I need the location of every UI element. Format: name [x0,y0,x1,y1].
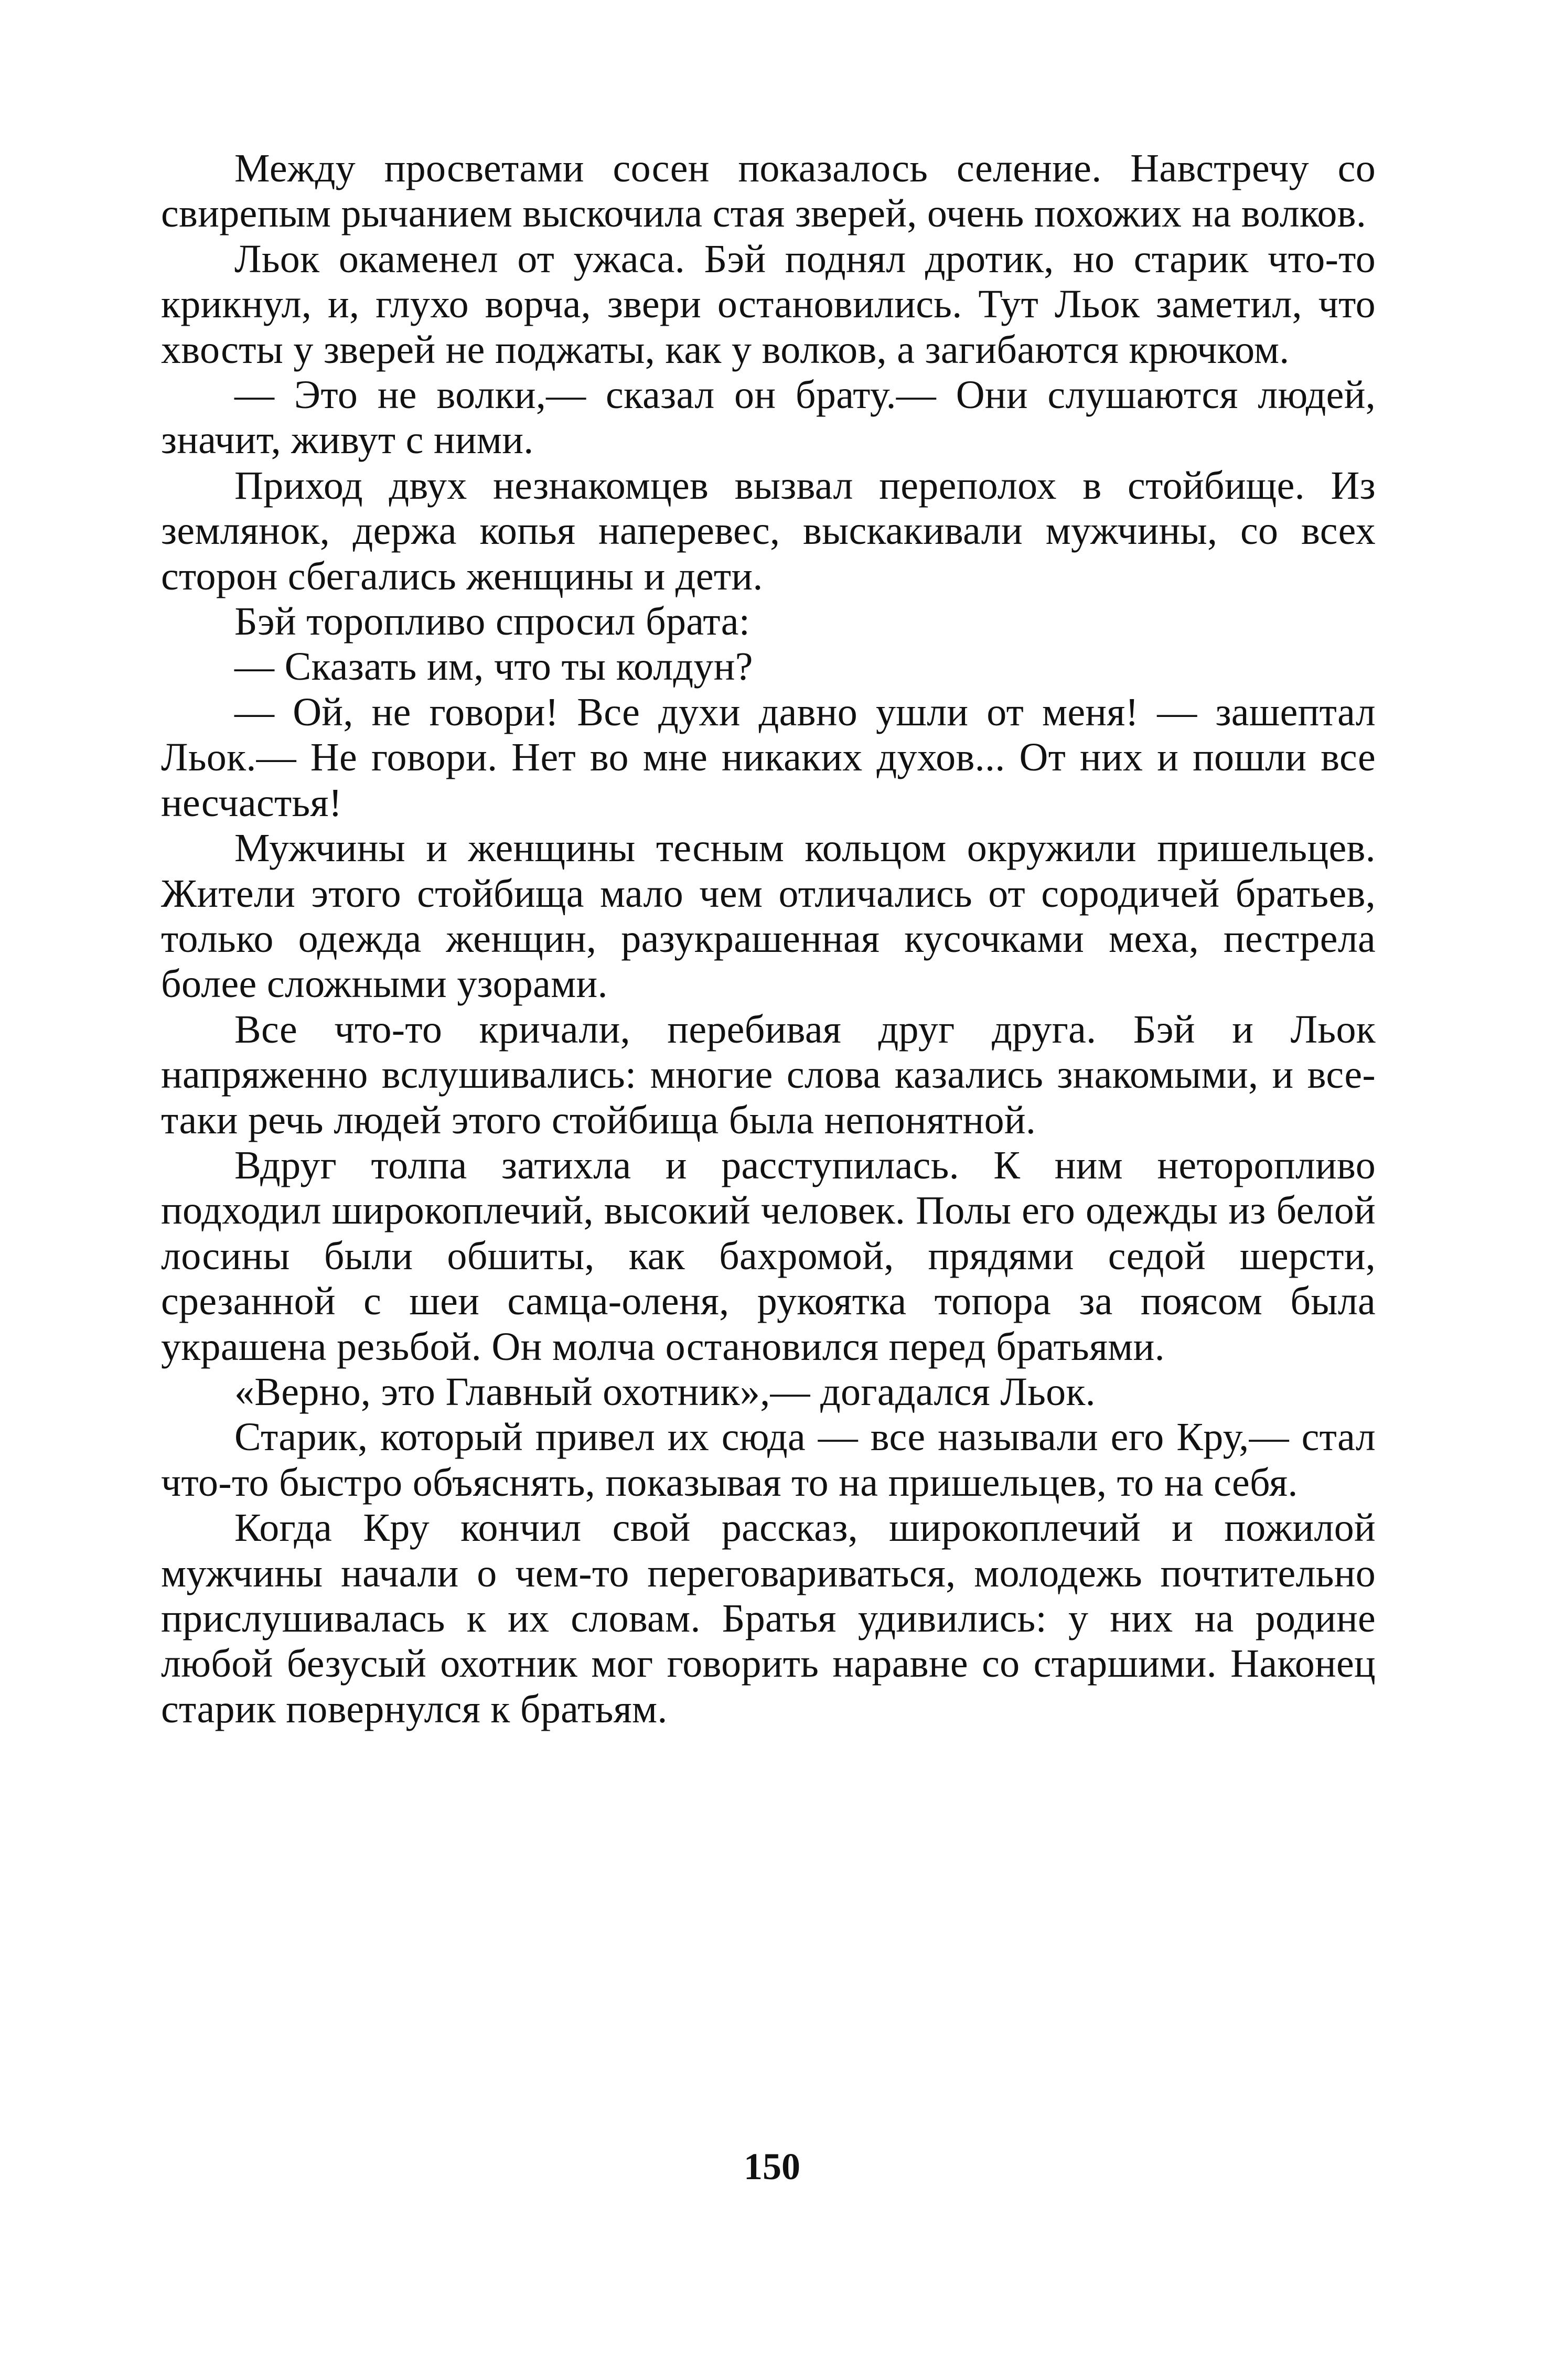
paragraph-3: — Это не волки,— сказал он брату.— Они слушаются людей, значит, живут с ними. [161,373,1376,463]
paragraph-9: Все что-то кричали, перебивая друг друга. Бэй и Льок напряженно вслушивались: многие слова казались знакомыми, и все-таки речь людей этого стойбища была непонятной. [161,1007,1376,1142]
page-number: 150 [744,2146,800,2188]
paragraph-6: — Сказать им, что ты колдун? [234,645,753,689]
paragraph-1: Между просветами сосен показалось селение. Навстречу со свирепым рычанием выскочила стая зверей, очень похожих на волков. [161,146,1376,236]
paragraph-11: «Верно, это Главный охотник»,— догадался Льок. [234,1369,1096,1414]
paragraph-12: Старик, который привел их сюда — все называли его Кру,— стал что-то быстро объяснять, показывая то на пришельцев, то на себя. [161,1415,1376,1505]
paragraph-5: Бэй торопливо спросил брата: [234,599,750,644]
body-text [161,146,1376,1732]
paragraph-8: Мужчины и женщины тесным кольцом окружили пришельцев. Жители этого стойбища мало чем отличались от сородичей братьев, только одежда женщин, разукрашенная кусочками меха, пестрела более сложными узорами. [161,826,1376,1006]
paragraph-2: Льок окаменел от ужаса. Бэй поднял дротик, но старик что-то крикнул, и, глухо ворча, звери остановились. Тут Льок заметил, что хвосты у зверей не поджаты, как у волков, а загибаются крючком. [161,237,1376,372]
paragraph-7: — Ой, не говори! Все духи давно ушли от меня! — зашептал Льок.— Не говори. Нет во мне никаких духов... От них и пошли все несчастья! [161,690,1376,825]
paragraph-13: Когда Кру кончил свой рассказ, широкоплечий и пожилой мужчины начали о чем-то переговариваться, молодежь почтительно прислушивалась к их словам. Братья удивились: у них на родине любой безусый охотник мог говорить наравне со старшими. Наконец старик повернулся к братьям. [161,1506,1376,1731]
paragraph-4: Приход двух незнакомцев вызвал переполох в стойбище. Из землянок, держа копья наперевес, выскакивали мужчины, со всех сторон сбегались женщины и дети. [161,463,1376,598]
paragraph-10: Вдруг толпа затихла и расступилась. К ним неторопливо подходил широкоплечий, высокий человек. Полы его одежды из белой лосины были обшиты, как бахромой, прядями седой шерсти, срезанной с шеи самца-оленя, рукоятка топора за поясом была украшена резьбой. Он молча остановился перед братьями. [161,1143,1376,1369]
